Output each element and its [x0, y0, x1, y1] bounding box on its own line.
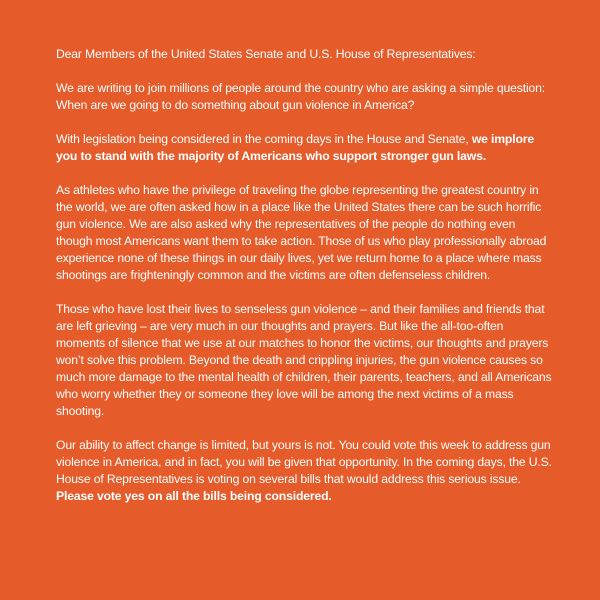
paragraph-call-to-action-emphasis: Please vote yes on all the bills being considered. — [56, 489, 332, 503]
paragraph-athletes: As athletes who have the privilege of traveling the globe representing the greatest country in the world, we are often asked how in a place like the United States there can be such horrific gun violence. We are also asked why the representatives of the people do nothing even though most Americans want them to take action. Those of us who play professionally abroad experience none of these things in our daily lives, yet we return home to a place where mass shootings are frighteningly common and the victims are often defenseless children. — [56, 183, 547, 282]
paragraph-call-to-action-text: Our ability to affect change is limited, but yours is not. You could vote this week to address gun violence in America, and in fact, you will be given that opportunity. In the coming days, the U.S. House of Representatives is voting on several bills that would address this serious issue. — [56, 438, 552, 486]
salutation: Dear Members of the United States Senate and U.S. House of Representatives: — [56, 47, 476, 61]
paragraph-victims: Those who have lost their lives to senseless gun violence – and their families and friends that are left grieving – are very much in our thoughts and prayers. But like the all-too-often moments of silence that we use at our matches to honor the victims, our thoughts and prayers won’t solve this problem. Beyond the death and crippling injuries, the gun violence causes so much more damage to the mental health of children, their parents, teachers, and all Americans who worry whether they or someone they love will be among the next victims of a mass shooting. — [56, 302, 552, 418]
paragraph-legislation — [56, 131, 554, 165]
paragraph-legislation-emphasis: we implore you to stand with the majority of Americans who support stronger gun laws. — [56, 132, 534, 163]
letter-body — [56, 46, 554, 522]
paragraph-question: We are writing to join millions of people around the country who are asking a simple question: When are we going to do something about gun violence in America? — [56, 81, 546, 112]
paragraph-legislation-text: With legislation being considered in the coming days in the House and Senate, — [56, 132, 472, 146]
paragraph-call-to-action — [56, 437, 554, 505]
